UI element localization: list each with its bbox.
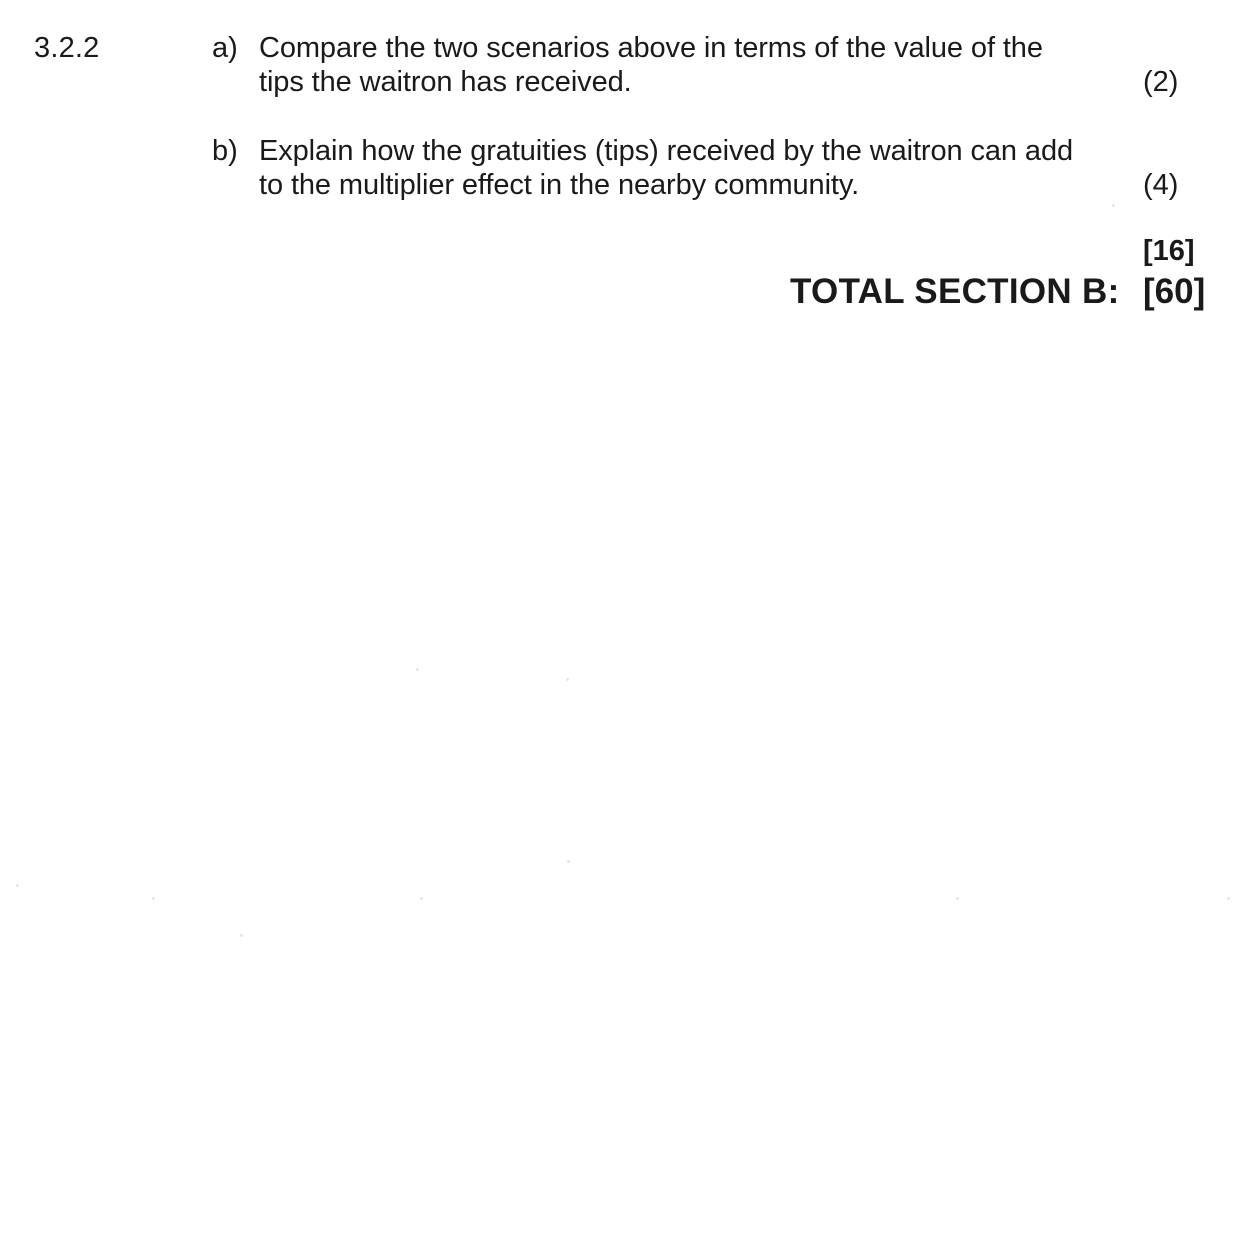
section-total-label: TOTAL SECTION B:	[790, 272, 1120, 311]
section-total-value: [60]	[1143, 272, 1206, 311]
scan-speck	[240, 934, 243, 937]
mark-allocation: (4)	[1143, 169, 1179, 201]
sub-question-letter: a)	[212, 32, 238, 64]
scan-speck	[566, 678, 569, 681]
sub-question-letter: b)	[212, 135, 238, 167]
sub-question-text-line: to the multiplier effect in the nearby community.	[259, 169, 860, 201]
scan-speck	[1112, 204, 1115, 207]
mark-allocation: (2)	[1143, 66, 1179, 98]
question-number: 3.2.2	[34, 32, 100, 64]
scan-speck	[567, 860, 570, 863]
sub-question-text-line: Explain how the gratuities (tips) received by the waitron can add	[259, 135, 1073, 167]
scan-speck	[152, 897, 155, 900]
question-subtotal: [16]	[1143, 235, 1195, 267]
scan-speck	[956, 897, 959, 900]
sub-question-text-line: tips the waitron has received.	[259, 66, 632, 98]
scan-speck	[416, 668, 419, 671]
scan-speck	[1227, 897, 1230, 900]
sub-question-text-line: Compare the two scenarios above in terms of the value of the	[259, 32, 1043, 64]
scan-speck	[16, 884, 19, 887]
scan-speck	[420, 897, 423, 900]
